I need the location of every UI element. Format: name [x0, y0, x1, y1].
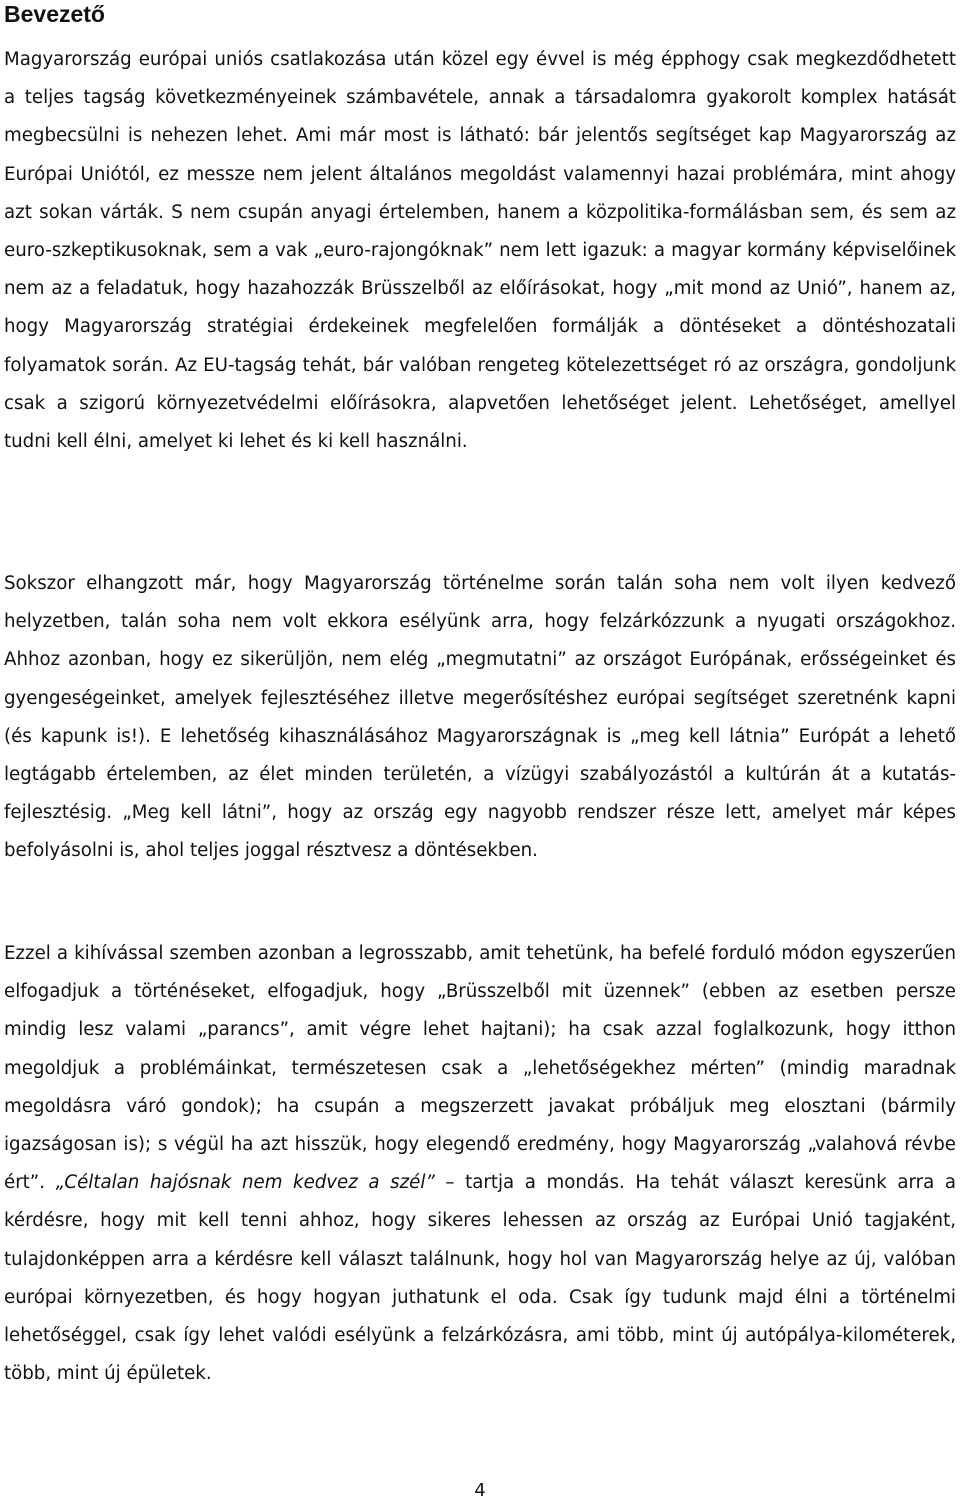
proverb-quote: „Céltalan hajósnak nem kedvez a szél”: [55, 1172, 435, 1194]
paragraph-challenge-text-end: – tartja a mondás. Ha tehát választ keresünk arra a kérdésre, hogy mit kell tenni ahhoz, hogy sikeres lehessen az ország az Európai Unió tagjaként, tulajdonképpen arra a kérdésre kell választ találnunk, hogy hol van Magyarország helye az új, valóban európai környezetben, és hogy hogyan juthatunk el oda. Csak így tudunk majd élni a történelmi lehetőséggel, csak így lehet valódi esélyünk a felzárkózásra, ami több, mint új autópálya-kilométerek, több, mint új épületek.: [4, 1172, 956, 1385]
paragraph-challenge: [4, 935, 956, 1393]
paragraph-challenge-text-start: Ezzel a kihívással szemben azonban a legrosszabb, amit tehetünk, ha befelé forduló módon egyszerűen elfogadjuk a történéseket, elfogadjuk, hogy „Brüsszelből mit üzennek” (ebben az esetben persze mindig lesz valami „parancs”, amit végre lehet hajtani); ha csak azzal foglalkozunk, hogy itthon megoldjuk a problémáinkat, természetesen csak a „lehetőségekhez mérten” (mindig maradnak megoldásra váró gondok); ha csupán a megszerzett javakat próbáljuk meg elosztani (bármily igazságosan is); s végül ha azt hisszük, hogy elegendő eredmény, hogy Magyarország „valahová révbe ért”.: [4, 943, 956, 1194]
section-heading: Bevezető: [4, 1, 105, 27]
page-number: 4: [474, 1480, 486, 1501]
paragraph-introduction: Magyarország európai uniós csatlakozása után közel egy évvel is még épphogy csak megkezdődhetett a teljes tagság következményeinek számbavétele, annak a társadalomra gyakorolt komplex hatását megbecsülni is nehezen lehet. Ami már most is látható: bár jelentős segítséget kap Magyarország az Európai Uniótól, ez messze nem jelent általános megoldást valamennyi hazai problémára, mint ahogy azt sokan várták. S nem csupán anyagi értelemben, hanem a közpolitika-formálásban sem, és sem az euro-szkeptikusoknak, sem a vak „euro-rajongóknak” nem lett igazuk: a magyar kormány képviselőinek nem az a feladatuk, hogy hazahozzák Brüsszelből az előírásokat, hogy „mit mond az Unió”, hanem az, hogy Magyarország stratégiai érdekeinek megfelelően formálják a döntéseket a döntéshozatali folyamatok során. Az EU-tagság tehát, bár valóban rengeteg kötelezettséget ró az országra, gondoljunk csak a szigorú környezetvédelmi előírásokra, alapvetően lehetőséget jelent. Lehetőséget, amellyel tudni kell élni, amelyet ki lehet és ki kell használni.: [4, 49, 956, 453]
paragraph-opportunity: Sokszor elhangzott már, hogy Magyarország történelme során talán soha nem volt ilyen kedvező helyzetben, talán soha nem volt ekkora esélyünk arra, hogy felzárkózzunk a nyugati országokhoz. Ahhoz azonban, hogy ez sikerüljön, nem elég „megmutatni” az országot Európának, erősségeinket és gyengeségeinket, amelyek fejlesztéséhez illetve megerősítéshez európai segítséget szeretnénk kapni (és kapunk is!). E lehetőség kihasználásához Magyarországnak is „meg kell látnia” Európát a lehető legtágabb értelemben, az élet minden területén, a vízügyi szabályozástól a kultúrán át a kutatás-fejlesztésig. „Meg kell látni”, hogy az ország egy nagyobb rendszer része lett, amelyet már képes befolyásolni is, ahol teljes joggal résztvesz a döntésekben.: [4, 573, 956, 862]
